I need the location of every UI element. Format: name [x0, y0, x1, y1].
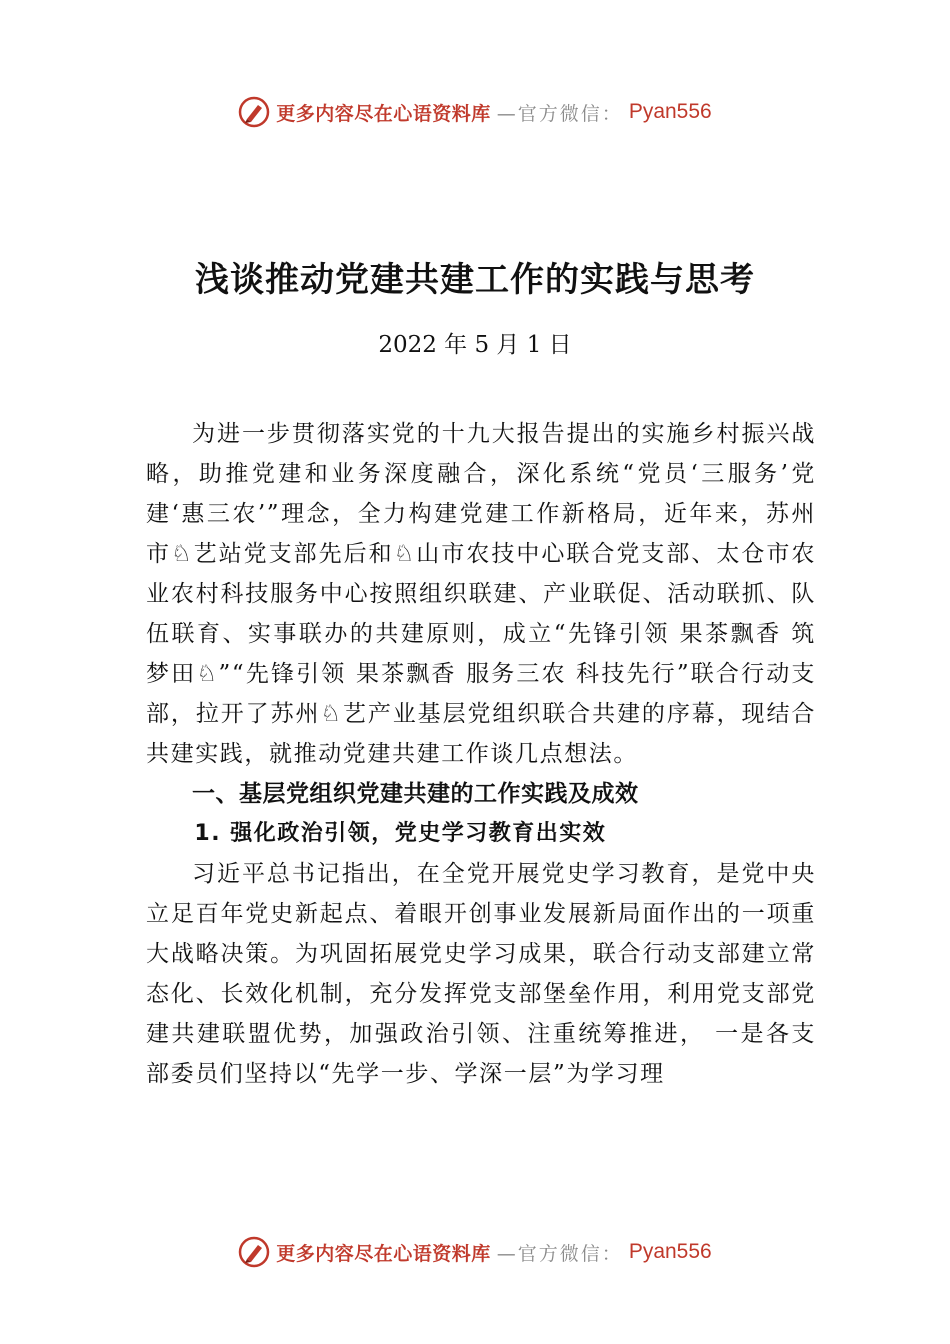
- watermark-wechat-label: —官方微信：: [496, 102, 623, 125]
- watermark-lead-text: 更多内容尽在心语资料库: [276, 102, 491, 125]
- watermark-lead-text: 更多内容尽在心语资料库: [276, 1242, 491, 1265]
- watermark-wechat-id: Pyan556: [628, 1240, 712, 1263]
- subsection-paragraph: 习近平总书记指出，在全党开展党史学习教育，是党中央立足百年党史新起点、着眼开创事业发展新局面作出的一项重大战略决策。为巩固拓展党史学习成果，联合行动支部建立常态化、长效化机制，充分发挥党支部堡垒作用，利用党支部党建共建联盟优势，加强政治引领、注重统筹推进， 一是各支部委员们坚持以“先学一步、学深一层”为学习理: [146, 861, 816, 1087]
- watermark-wechat-id: Pyan556: [628, 100, 712, 123]
- intro-paragraph: 为进一步贯彻落实党的十九大报告提出的实施乡村振兴战略，助推党建和业务深度融合，深化系统“党员‘三服务’党建‘惠三农’”理念，全力构建党建工作新格局，近年来，苏州市♘艺站党支部先后和♘山市农技中心联合党支部、太仓市农业农村科技服务中心按照组织联建、产业联促、活动联抓、队伍联育、实事联办的共建原则，成立“先锋引领 果茶飘香 筑梦田♘”“先锋引领 果茶飘香 服务三农 科技先行”联合行动支部，拉开了苏州♘艺产业基层党组织联合共建的序幕，现结合共建实践，就推动党建共建工作谈几点想法。: [146, 421, 816, 767]
- top-watermark: [0, 96, 950, 128]
- pen-logo-icon: [238, 1236, 270, 1268]
- document-date: 2022 年 5 月 1 日: [378, 332, 572, 358]
- section-heading: 一、基层党组织党建共建的工作实践及成效: [192, 781, 639, 807]
- document-title: 浅谈推动党建共建工作的实践与思考: [195, 260, 755, 300]
- subsection-heading: 1. 强化政治引领，党史学习教育出实效: [194, 821, 607, 846]
- pen-logo-icon: [238, 96, 270, 128]
- document-body: [146, 414, 816, 1094]
- bottom-watermark: [0, 1236, 950, 1268]
- watermark-wechat-label: —官方微信：: [496, 1242, 623, 1265]
